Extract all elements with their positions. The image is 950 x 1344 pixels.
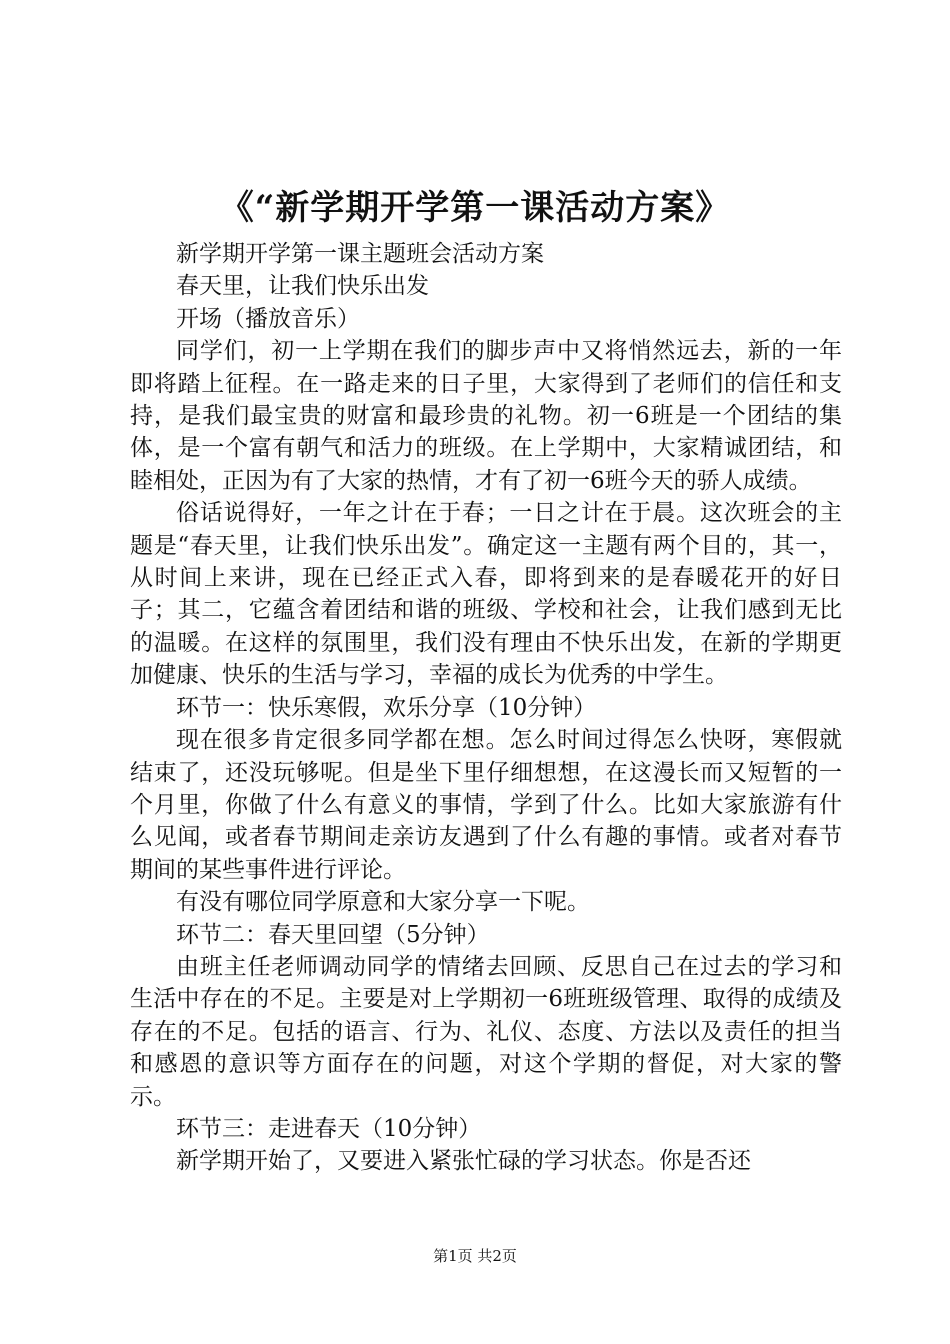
document-body <box>130 238 842 1178</box>
body-paragraph: 俗话说得好，一年之计在于春；一日之计在于晨。这次班会的主题是“春天里，让我们快乐出发”。确定这一主题有两个目的，其一，从时间上来讲，现在已经正式入春，即将到来的是春暖花开的好日子；其二，它蕴含着团结和谐的班级、学校和社会，让我们感到无比的温暖。在这样的氛围里，我们没有理由不快乐出发，在新的学期更加健康、快乐的生活与学习，幸福的成长为优秀的中学生。 <box>130 500 842 689</box>
page-footer: 第1页 共2页 <box>433 1247 517 1265</box>
section-heading-3: 环节三：走进春天（10分钟） <box>176 1115 482 1142</box>
subtitle-paragraph: 新学期开学第一课主题班会活动方案 <box>176 241 544 267</box>
document-title: 《“新学期开学第一课活动方案》 <box>219 188 731 228</box>
section-heading-2: 环节二：春天里回望（5分钟） <box>176 921 490 948</box>
body-paragraph: 同学们，初一上学期在我们的脚步声中又将悄然远去，新的一年即将踏上征程。在一路走来的日子里，大家得到了老师们的信任和支持，是我们最宝贵的财富和最珍贵的礼物。初一6班是一个团结的集体，是一个富有朝气和活力的班级。在上学期中，大家精诚团结，和睦相处，正因为有了大家的热情，才有了初一6班今天的骄人成绩。 <box>130 338 842 494</box>
body-paragraph: 有没有哪位同学原意和大家分享一下呢。 <box>176 889 590 916</box>
section-heading-1: 环节一：快乐寒假，欢乐分享（10分钟） <box>176 694 597 721</box>
body-paragraph: 现在很多肯定很多同学都在想。怎么时间过得怎么快呀，寒假就结束了，还没玩够呢。但是坐下里仔细想想，在这漫长而又短暂的一个月里，你做了什么有意义的事情，学到了什么。比如大家旅游有什么见闻，或者春节期间走亲访友遇到了什么有趣的事情。或者对春节期间的某些事件进行评论。 <box>130 727 842 883</box>
theme-paragraph: 春天里，让我们快乐出发 <box>176 273 429 300</box>
opening-heading: 开场（播放音乐） <box>176 305 360 332</box>
body-paragraph: 由班主任老师调动同学的情绪去回顾、反思自己在过去的学习和生活中存在的不足。主要是对上学期初一6班班级管理、取得的成绩及存在的不足。包括的语言、行为、礼仪、态度、方法以及责任的担当和感恩的意识等方面存在的问题，对这个学期的督促，对大家的警示。 <box>130 953 842 1110</box>
body-paragraph: 新学期开始了，又要进入紧张忙碌的学习状态。你是否还 <box>176 1148 751 1175</box>
